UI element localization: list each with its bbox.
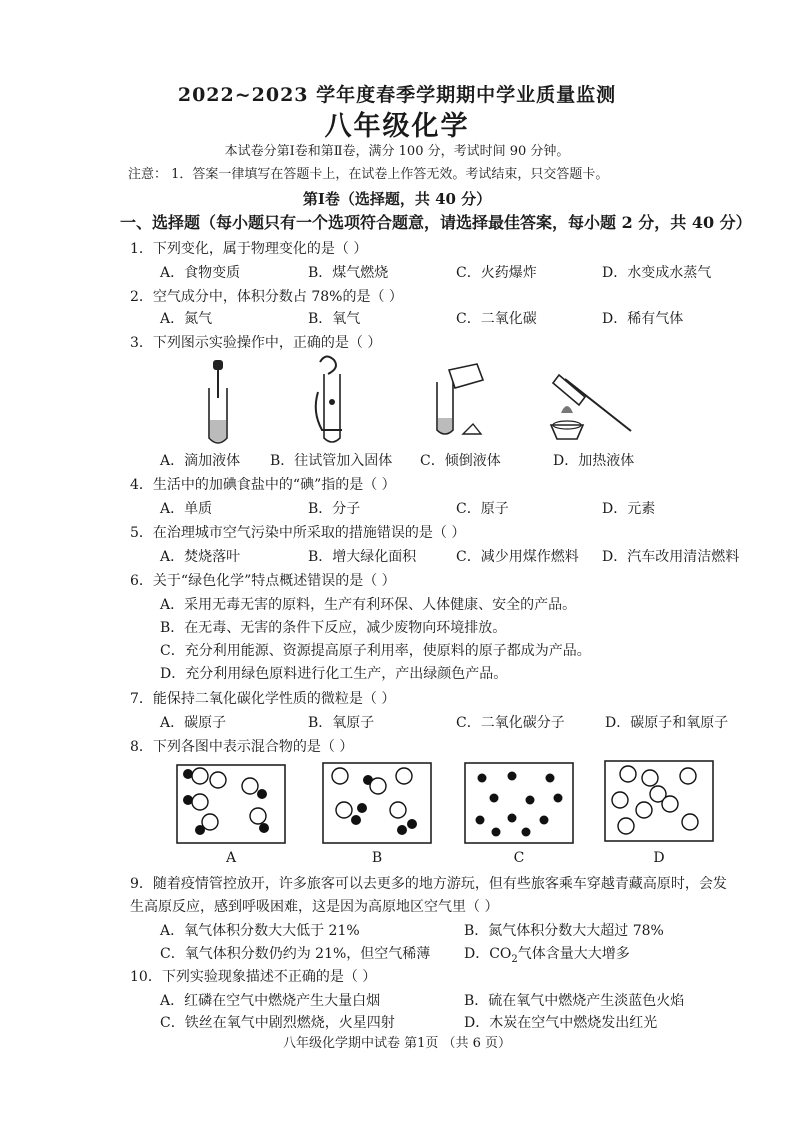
q5-stem: 5．在治理城市空气污染中所采取的措施错误的是（ ） (130, 525, 466, 541)
mixture-box-d (604, 760, 714, 842)
part-instructions: 一、选择题（每小题只有一个选项符合题意，请选择最佳答案，每小题 2 分，共 40 分） (120, 213, 752, 232)
q8-label-d: D (653, 850, 665, 866)
q4-option-d: D．元素 (602, 501, 656, 517)
q1-option-b: B．煤气燃烧 (308, 265, 389, 281)
q3-option-b: B．往试管加入固体 (270, 453, 393, 469)
section-title: 第Ⅰ卷（选择题，共 40 分） (302, 190, 492, 208)
q8-label-c: C (513, 850, 525, 866)
q10-option-c: C．铁丝在氧气中剧烈燃烧，火星四射 (160, 1015, 395, 1031)
q6-option-c: C．充分利用能源、资源提高原子利用率，使原料的原子都成为产品。 (160, 643, 591, 659)
q5-option-b: B．增大绿化面积 (308, 549, 417, 565)
q5-option-a: A．焚烧落叶 (160, 549, 241, 565)
q2-option-a: A．氮气 (160, 311, 213, 327)
q8-label-b: B (371, 850, 383, 866)
q10-option-d: D．木炭在空气中燃烧发出红光 (464, 1015, 658, 1031)
q3-option-c: C．倾倒液体 (420, 453, 501, 469)
q9-option-d: D．$CO_2$气体含量大大增多 (464, 946, 630, 965)
q7-stem: 7．能保持二氧化碳化学性质的微粒是（ ） (130, 691, 396, 707)
q2-option-d: D．稀有气体 (602, 311, 684, 327)
q8-label-a: A (225, 850, 237, 866)
q4-option-a: A．单质 (160, 501, 213, 517)
q4-option-b: B．分子 (308, 501, 361, 517)
q1-option-a: A．食物变质 (160, 265, 241, 281)
solid-test-tube-figure (308, 352, 358, 448)
q1-option-c: C．火药爆炸 (456, 265, 537, 281)
q10-option-b: B．硫在氧气中燃烧产生淡蓝色火焰 (464, 993, 685, 1009)
q6-stem: 6．关于“绿色化学”特点概述错误的是（ ） (130, 573, 396, 589)
q4-stem: 4．生活中的加碘食盐中的“碘”指的是（ ） (130, 477, 396, 493)
q3-option-d: D．加热液体 (553, 453, 635, 469)
subject-title: 八年级化学 (324, 111, 470, 142)
q7-option-d: D．碳原子和氧原子 (605, 715, 729, 731)
q5-option-d: D．汽车改用清洁燃料 (602, 549, 740, 565)
exam-title: 2022~2023 学年度春季学期期中学业质量监测 (177, 84, 617, 106)
mixture-box-c (464, 762, 574, 844)
q9-stem-line1: 9．随着疫情管控放开，许多旅客可以去更多的地方游玩，但有些旅客乘车穿越青藏高原时，会发 (130, 876, 727, 892)
q1-option-d: D．水变成水蒸气 (602, 265, 712, 281)
q2-stem: 2．空气成分中，体积分数占 78%的是（ ） (130, 289, 403, 305)
q9-option-a: A．氧气体积分数大大低于 21% (160, 923, 360, 939)
dropper-test-tube-figure (195, 358, 245, 448)
exam-info: 本试卷分第Ⅰ卷和第Ⅱ卷，满分 100 分，考试时间 90 分钟。 (224, 144, 570, 159)
q5-option-c: C．减少用煤作燃料 (456, 549, 579, 565)
q6-option-b: B．在无毒、无害的条件下反应，减少废物向环境排放。 (160, 620, 507, 636)
q9-option-c: C．氧气体积分数仍约为 21%，但空气稀薄 (160, 946, 431, 962)
q3-option-a: A．滴加液体 (160, 453, 241, 469)
q10-option-a: A．红磷在空气中燃烧产生大量白烟 (160, 993, 381, 1009)
pour-liquid-figure (425, 362, 491, 442)
q7-option-a: A．碳原子 (160, 715, 227, 731)
q4-option-c: C．原子 (456, 501, 509, 517)
q7-option-c: C．二氧化碳分子 (456, 715, 565, 731)
q6-option-d: D．充分利用绿色原料进行化工生产，产出绿颜色产品。 (160, 666, 508, 682)
mixture-box-a (176, 764, 286, 844)
heat-liquid-figure (545, 365, 641, 447)
q7-option-b: B．氧原子 (308, 715, 375, 731)
q9-stem-line2: 生高原反应，感到呼吸困难，这是因为高原地区空气里（ ） (130, 899, 499, 915)
q2-option-c: C．二氧化碳 (456, 311, 537, 327)
exam-notice: 注意： 1．答案一律填写在答题卡上，在试卷上作答无效。考试结束，只交答题卡。 (128, 167, 609, 182)
q3-stem: 3．下列图示实验操作中，正确的是（ ） (130, 335, 382, 351)
q1-stem: 1．下列变化，属于物理变化的是（ ） (130, 241, 368, 257)
q6-option-a: A．采用无毒无害的原料，生产有利环保、人体健康、安全的产品。 (160, 597, 577, 613)
q10-stem: 10．下列实验现象描述不正确的是（ ） (130, 969, 377, 985)
mixture-box-b (322, 762, 432, 844)
q2-option-b: B．氧气 (308, 311, 361, 327)
q9-option-b: B．氮气体积分数大大超过 78% (464, 923, 664, 939)
q8-stem: 8．下列各图中表示混合物的是（ ） (130, 739, 354, 755)
page-footer: 八年级化学期中试卷 第1页 （共 6 页） (282, 1036, 512, 1051)
